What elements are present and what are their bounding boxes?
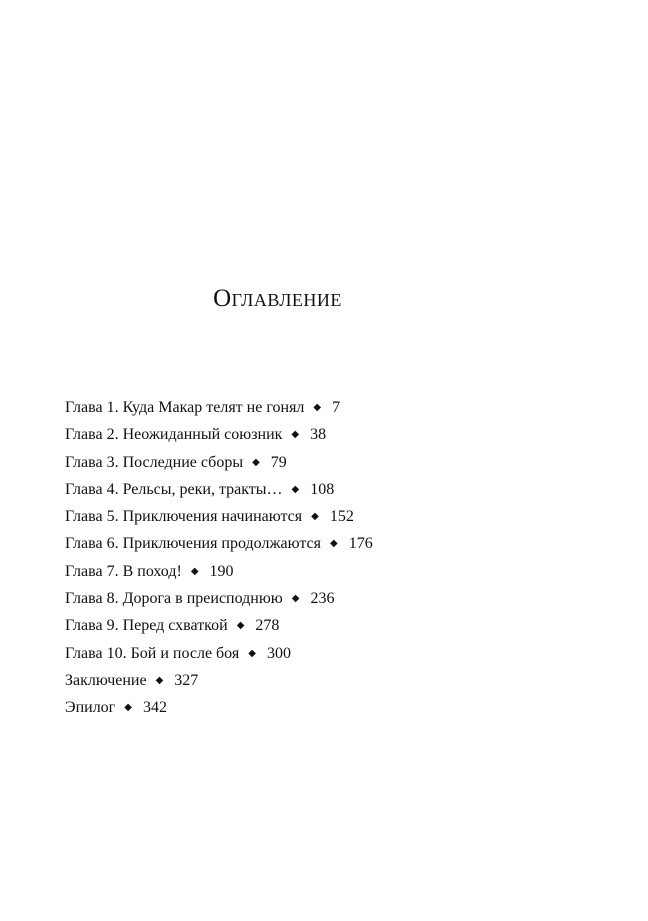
toc-entry-label: Глава 8. Дорога в преисподнюю — [65, 590, 283, 608]
diamond-separator-icon: ◆ — [124, 702, 132, 714]
toc-entry-page: 38 — [310, 426, 327, 444]
toc-entry-label: Эпилог — [65, 699, 116, 717]
toc-entry — [65, 696, 373, 723]
toc-entry-page: 236 — [310, 590, 335, 608]
diamond-separator-icon: ◆ — [330, 538, 338, 550]
toc-entry-page: 327 — [174, 671, 199, 689]
toc-entry-label: Глава 9. Перед схваткой — [65, 617, 228, 635]
toc-entry-label: Глава 5. Приключения начинаются — [65, 508, 303, 526]
toc-entry-page: 7 — [332, 399, 341, 416]
toc-entry — [65, 669, 373, 696]
toc-entry-label: Глава 6. Приключения продолжаются — [65, 535, 321, 553]
toc-entry-page: 152 — [329, 508, 354, 526]
toc-entry — [65, 532, 373, 559]
toc-entry — [65, 396, 373, 423]
diamond-separator-icon: ◆ — [252, 456, 260, 468]
toc-entry-label: Глава 3. Последние сборы — [65, 453, 244, 471]
toc-entry — [65, 505, 373, 532]
toc-entry — [65, 587, 373, 614]
toc-entry-page: 300 — [266, 644, 291, 662]
toc-entry-page: 176 — [348, 535, 373, 553]
toc-entry-label: Глава 2. Неожиданный союзник — [65, 426, 283, 444]
diamond-separator-icon: ◆ — [291, 429, 300, 441]
toc-entry-page: 342 — [142, 699, 167, 717]
toc-entry-label: Заключение — [65, 671, 147, 689]
diamond-separator-icon: ◆ — [291, 593, 300, 605]
diamond-separator-icon: ◆ — [190, 565, 199, 577]
diamond-separator-icon: ◆ — [291, 483, 300, 495]
toc-entry — [65, 478, 373, 505]
toc-entry-label: Глава 7. В поход! — [65, 562, 182, 580]
toc-entry — [65, 560, 373, 587]
toc-entry-page: 79 — [270, 453, 287, 471]
toc-entry-page: 278 — [255, 617, 280, 635]
toc-entry — [65, 614, 373, 641]
diamond-separator-icon: ◆ — [311, 511, 319, 523]
toc-entry-page: 190 — [209, 562, 234, 580]
diamond-separator-icon: ◆ — [313, 402, 322, 413]
toc-entry-label: Глава 1. Куда Макар телят не гонял — [65, 399, 305, 416]
toc-entry — [65, 451, 373, 478]
toc-entry-page: 108 — [310, 480, 335, 498]
toc-entry-label: Глава 4. Рельсы, реки, тракты… — [65, 480, 283, 498]
toc-list — [65, 396, 373, 724]
toc-entry-label: Глава 10. Бой и после боя — [65, 644, 240, 662]
toc-title: Оглавление — [213, 285, 342, 312]
diamond-separator-icon: ◆ — [248, 647, 256, 659]
diamond-separator-icon: ◆ — [155, 674, 164, 686]
toc-entry — [65, 423, 373, 450]
toc-entry — [65, 642, 373, 669]
diamond-separator-icon: ◆ — [236, 620, 245, 632]
